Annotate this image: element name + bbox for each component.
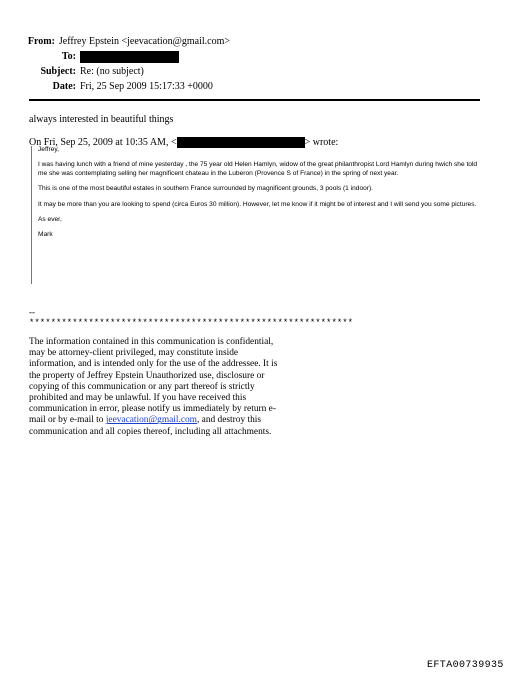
quoted-paragraph: I was having lunch with a friend of mine yesterday , the 75 year old Helen Hamlyn, widow of the great philanthropist Lord Hamlyn during hwich she told me she was contemplating selling her magnificent chateau in the Luberon (Provence S of France) in the spring of next year. — [38, 161, 478, 177]
subject-value: Re: (no subject) — [80, 66, 144, 77]
date-value: Fri, 25 Sep 2009 15:17:33 +0000 — [80, 81, 213, 92]
confidentiality-disclaimer — [29, 337, 279, 438]
email-header — [0, 34, 230, 94]
to-label: To: — [61, 51, 76, 62]
quote-intro-prefix: On Fri, Sep 25, 2009 at 10:35 AM, < — [29, 137, 177, 148]
subject-row — [0, 64, 230, 79]
from-label: From: — [27, 36, 55, 47]
signature-separator: -- — [29, 307, 35, 317]
disclaimer-text: , and destroy this communication and all copies thereof, including all attachments. — [29, 415, 272, 437]
to-value — [80, 49, 179, 64]
quote-intro-suffix: > wrote: — [304, 137, 339, 148]
from-row — [0, 34, 230, 49]
document-id: EFTA00739935 — [427, 660, 504, 671]
redaction-bar — [80, 51, 179, 63]
date-row — [0, 79, 230, 94]
header-divider — [29, 99, 480, 101]
date-label: Date: — [52, 81, 76, 92]
disclaimer-text: The information contained in this communication is confidential, may be attorney-client privileged, may constitute inside information, and is intended only for the use of the addressee. It is the property of Jeffrey Epstein Unauthorized use, disclosure or copying of this communication or any part thereof is strictly prohibited and may be unlawful. If you have received this communication in error, please notify us immediately by return e-mail or by e-mail to — [29, 337, 278, 426]
disclaimer-divider: ************************************************************ — [29, 318, 354, 328]
from-value: Jeffrey Epstein <jeevacation@gmail.com> — [58, 36, 230, 47]
quoted-closing: As ever, — [38, 216, 62, 224]
reply-text: always interested in beautiful things — [29, 114, 174, 125]
quoted-paragraph: It may be more than you are looking to spend (circa Euros 30 million). However, let me know if it might be of interest and I will send you some pictures. — [38, 200, 477, 208]
quoted-message — [31, 146, 480, 284]
quoted-signature: Mark — [38, 231, 53, 239]
quoted-greeting: Jeffrey, — [38, 146, 60, 153]
email-link[interactable]: jeevacation@gmail.com — [105, 415, 197, 426]
subject-label: Subject: — [40, 66, 76, 77]
to-row — [0, 49, 230, 64]
quoted-paragraph: This is one of the most beautiful estates in southern France surrounded by magnificent grounds, 3 pools (1 indoor). — [38, 185, 374, 193]
